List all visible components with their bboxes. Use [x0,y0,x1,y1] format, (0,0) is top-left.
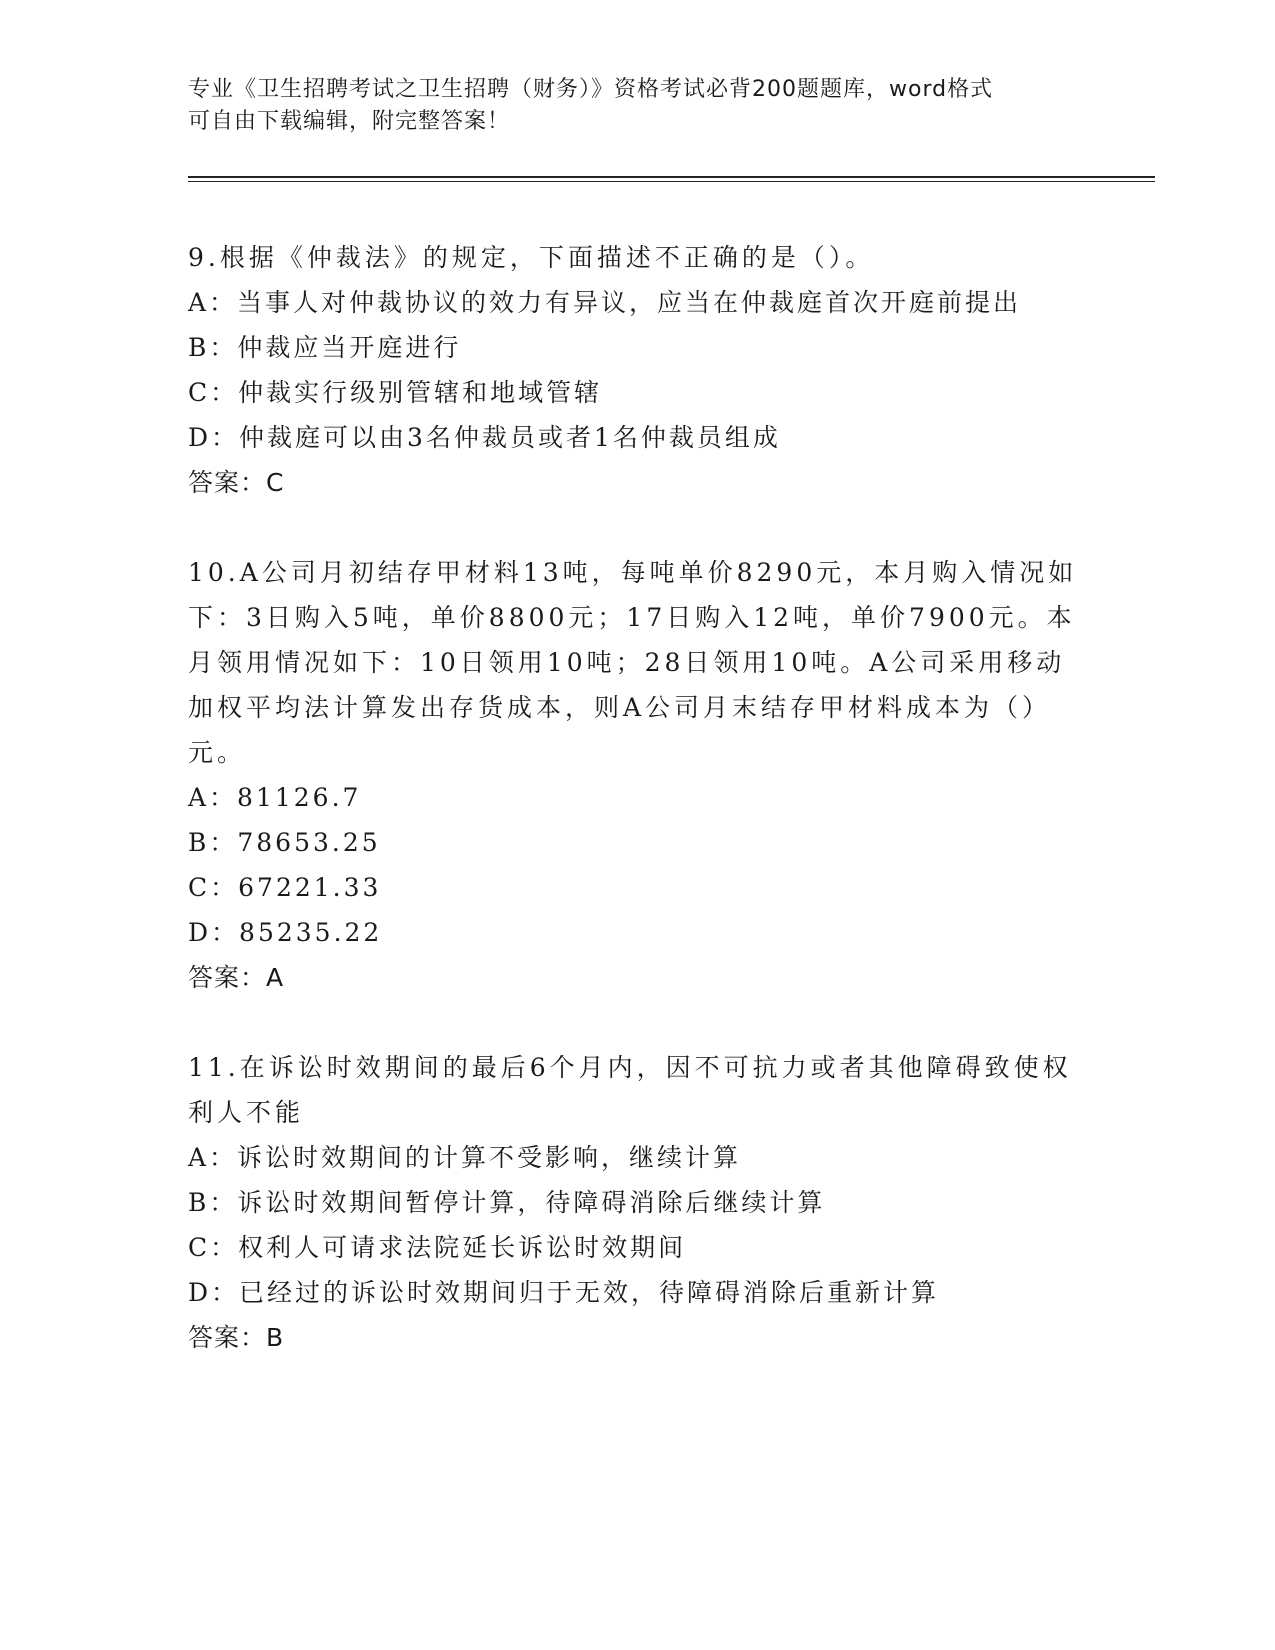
header-divider-thick [188,176,1155,178]
question-stem-line: 利人不能 [188,1098,305,1127]
option-b: B：诉讼时效期间暂停计算，待障碍消除后继续计算 [188,1188,826,1217]
option-c: C：仲裁实行级别管辖和地域管辖 [188,378,603,407]
question-stem-line: 11.在诉讼时效期间的最后6个月内，因不可抗力或者其他障碍致使权 [188,1053,1072,1082]
header-divider-thin [188,181,1155,182]
option-b: B：78653.25 [188,828,381,857]
question-9 [188,235,1088,506]
answer-label: 答案：C [188,468,285,497]
question-stem-line: 9.根据《仲裁法》的规定，下面描述不正确的是（）。 [188,243,875,272]
option-c: C：权利人可请求法院延长诉讼时效期间 [188,1233,687,1262]
header-line-2: 可自由下载编辑，附完整答案！ [188,109,511,134]
question-stem [188,550,1088,775]
question-stem-line: 加权平均法计算发出存货成本，则A公司月末结存甲材料成本为（） [188,693,1052,722]
question-stem [188,235,1088,280]
question-10 [188,550,1088,1001]
option-d: D：仲裁庭可以由3名仲裁员或者1名仲裁员组成 [188,423,781,452]
option-a: A：诉讼时效期间的计算不受影响，继续计算 [188,1143,742,1172]
option-b: B：仲裁应当开庭进行 [188,333,462,362]
answer-label: 答案：A [188,963,285,992]
question-list [188,235,1088,1405]
question-stem-line: 月领用情况如下：10日领用10吨；28日领用10吨。A公司采用移动 [188,648,1066,677]
question-stem-line: 元。 [188,738,247,767]
answer-label: 答案：B [188,1323,285,1352]
option-d: D：85235.22 [188,918,383,947]
option-d: D：已经过的诉讼时效期间归于无效，待障碍消除后重新计算 [188,1278,940,1307]
question-stem-line: 10.A公司月初结存甲材料13吨，每吨单价8290元，本月购入情况如 [188,558,1078,587]
question-stem-line: 下：3日购入5吨，单价8800元；17日购入12吨，单价7900元。本 [188,603,1076,632]
option-a: A：81126.7 [188,783,362,812]
question-11 [188,1045,1088,1361]
option-c: C：67221.33 [188,873,382,902]
header-line-1: 专业《卫生招聘考试之卫生招聘（财务）》资格考试必背200题题库，word格式 [188,77,994,102]
option-a: A：当事人对仲裁协议的效力有异议，应当在仲裁庭首次开庭前提出 [188,288,1022,317]
document-header [188,74,1068,138]
question-stem [188,1045,1088,1135]
